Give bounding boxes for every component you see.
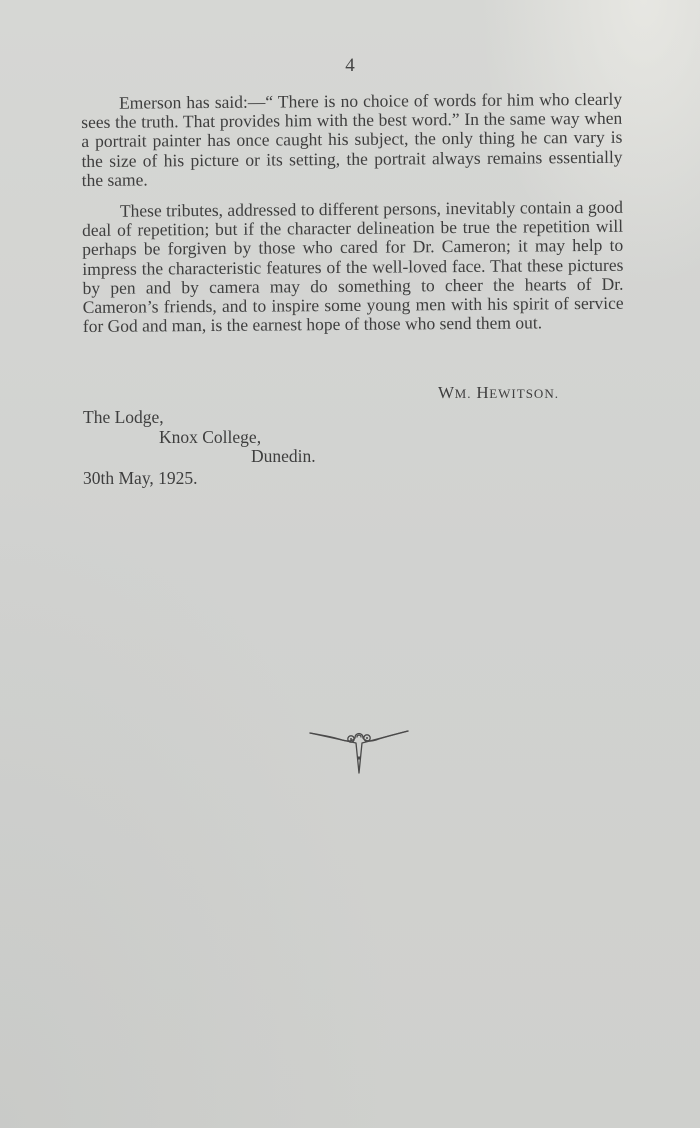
address-line-lodge: The Lodge, <box>83 407 164 427</box>
fleuron-ornament-icon <box>308 727 410 777</box>
signature-initial-h: H <box>476 383 490 402</box>
address-line-college: Knox College, <box>159 426 262 447</box>
signature <box>438 383 559 403</box>
preface-body <box>81 90 624 337</box>
address-block <box>83 408 316 467</box>
paragraph-emerson: Emerson has said:—“ There is no choice of words for him who clearly sees the truth. That provides him with the best word.” In the same way when a portrait painter has once caught his subject, the only thing he can vary is the size of his picture or its setting, the portrait always remains essentially the same. <box>81 88 623 190</box>
signature-surname: EWITSON. <box>489 386 559 401</box>
page-number: 4 <box>345 55 355 76</box>
paragraph-tributes: These tributes, addressed to different persons, inevitably contain a good deal of repetition; but if the character delineation be true the repetition will perhaps be forgiven by those who cared for Dr. Cameron; it may help to impress the characteristic features of the well-loved face. That these pictures by pen and by camera may do something to cheer the hearts of Dr. Cameron’s friends, and to inspire some young men with his spirit of service for God and man, is the earnest hope of those who send them out. <box>81 196 624 337</box>
signature-initial-w: W <box>438 383 455 402</box>
address-line-city: Dunedin. <box>251 446 316 466</box>
date-line: 30th May, 1925. <box>83 468 198 488</box>
signature-initial-m: M. <box>454 386 472 401</box>
